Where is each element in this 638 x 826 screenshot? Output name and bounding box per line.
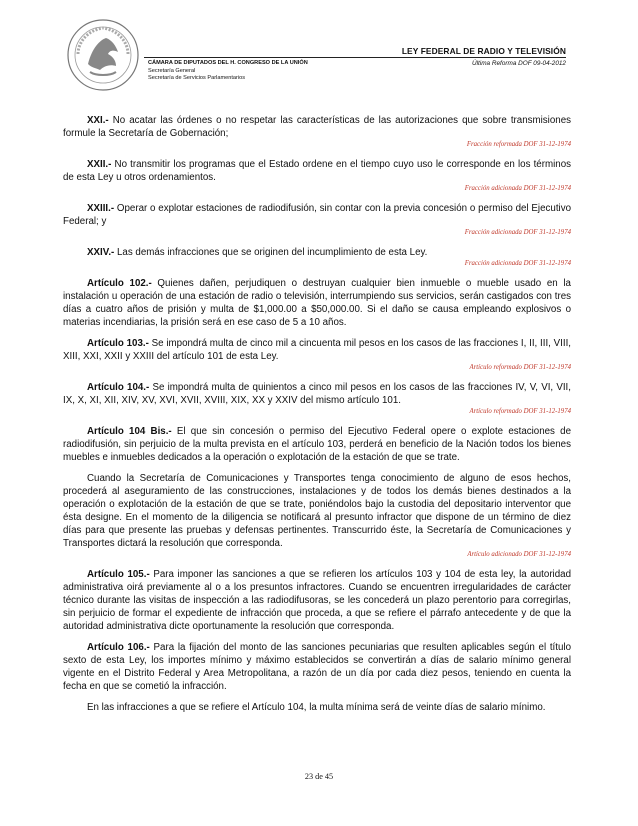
law-title: LEY FEDERAL DE RADIO Y TELEVISIÓN — [401, 46, 566, 56]
paragraph — [63, 114, 571, 140]
reform-note: Fracción adicionada DOF 31-12-1974 — [464, 229, 571, 236]
reform-note: Fracción reformada DOF 31-12-1974 — [466, 141, 571, 148]
paragraph-heading: Artículo 105.- — [87, 569, 150, 580]
paragraph — [63, 277, 571, 329]
paragraph-text: El que sin concesión o permiso del Ejecutivo Federal opere o explote estaciones de radiodifusión, sin perjuicio de la multa prevista en el artículo 103, perderá en beneficio de la Nación todos los bienes muebles e inmuebles dedicados a la operación o explotación de la estación de que se trate. — [63, 426, 571, 463]
paragraph — [63, 701, 571, 714]
paragraph — [63, 641, 571, 693]
header-divider — [144, 57, 566, 58]
paragraph-text: Se impondrá multa de cinco mil a cincuenta mil pesos en los casos de las fracciones I, II, III, VIII, XIII, XXI, XXII y XXIII del artículo 101 de esta Ley. — [63, 338, 571, 362]
paragraph-heading: XXI.- — [87, 115, 109, 126]
paragraph-text: Operar o explotar estaciones de radiodifusión, sin contar con la previa concesión o permiso del Ejecutivo Federal; y — [63, 203, 571, 227]
last-reform-date: Última Reforma DOF 09-04-2012 — [471, 60, 566, 67]
paragraph-text: No acatar las órdenes o no respetar las características de las autorizaciones que sobre transmisiones formule la Secretaría de Gobernación; — [63, 115, 571, 139]
paragraph — [63, 337, 571, 363]
paragraph-text: No transmitir los programas que el Estado ordene en el tiempo cuyo uso le corresponde en los términos de esta Ley u otros ordenamientos. — [63, 159, 571, 183]
paragraph-heading: Artículo 103.- — [87, 338, 149, 349]
paragraph — [63, 381, 571, 407]
reform-note: Artículo adicionado DOF 31-12-1974 — [467, 551, 571, 558]
reform-note: Fracción adicionada DOF 31-12-1974 — [464, 260, 571, 267]
chamber-name: CÁMARA DE DIPUTADOS DEL H. CONGRESO DE LA UNIÓN — [148, 60, 308, 66]
institution-block — [148, 60, 308, 83]
paragraph-text: Para imponer las sanciones a que se refieren los artículos 103 y 104 de esta ley, la autoridad administrativa oirá previamente al o a los presuntos infractores. Cuando se encuentren irregularidades de carácter técnico durante las visitas de inspección a las radiodifusoras, se les concederá un plazo perentorio para corregirlas, sin perjuicio de formar el expediente de infracción que proceda, a que se refiere el párrafo antecedente y de que la autoridad administrativa dicte oportunamente la resolución que corresponda. — [63, 569, 571, 632]
paragraph-heading: Artículo 104 Bis.- — [87, 426, 172, 437]
paragraph-heading: XXIV.- — [87, 247, 115, 258]
reform-note: Artículo reformado DOF 31-12-1974 — [469, 408, 571, 415]
paragraph-text: Se impondrá multa de quinientos a cinco mil pesos en los casos de las fracciones IV, V, VI, VII, IX, X, XI, XII, XIV, XV, XVI, XVII, XVIII, XIX, XX y XXIV del mismo artículo 101. — [63, 382, 571, 406]
paragraph-text: Cuando la Secretaría de Comunicaciones y Transportes tenga conocimiento de alguno de esos hechos, procederá al aseguramiento de las construcciones, instalaciones y de todos los demás bienes destinados a la operación o explotación de la estación de que se trate, poniéndolos bajo la custodia del depositario interventor que ésta designe. En el momento de la diligencia se notificará al presunto infractor que dispone de un término de diez días para que presente las pruebas y defensas pertinentes. Transcurrido éste, la Secretaría de Comunicaciones y Transportes dictará la resolución que corresponda. — [63, 473, 571, 549]
paragraph — [63, 425, 571, 464]
paragraph-heading: Artículo 104.- — [87, 382, 150, 393]
paragraph-heading: XXII.- — [87, 159, 112, 170]
paragraph-text: Quienes dañen, perjudiquen o destruyan cualquier bien inmueble o mueble usado en la instalación u operación de una estación de radio o televisión, interrumpiendo sus servicios, serán castigados con tres días a cuatro años de prisión y multa de $1,000.00 a $50,000.00. Si el daño se causa empleando explosivos o materias incendiarias, la prisión será en ese caso de 5 a 10 años. — [63, 278, 571, 328]
paragraph — [63, 158, 571, 184]
servicios-parlamentarios: Secretaría de Servicios Parlamentarios — [148, 75, 246, 82]
paragraph-text: En las infracciones a que se refiere el Artículo 104, la multa mínima será de veinte días de salario mínimo. — [87, 702, 546, 713]
reform-note: Artículo reformado DOF 31-12-1974 — [469, 364, 571, 371]
document-body — [63, 114, 571, 714]
mexican-coat-of-arms-seal — [66, 18, 140, 92]
paragraph-heading: Artículo 106.- — [87, 642, 150, 653]
paragraph — [63, 472, 571, 550]
paragraph — [63, 246, 571, 259]
secretaria-general: Secretaría General — [148, 67, 196, 74]
paragraph-text: Las demás infracciones que se originen del incumplimiento de esta Ley. — [114, 247, 428, 258]
page-number: 23 de 45 — [304, 772, 334, 781]
paragraph-text: Para la fijación del monto de las sanciones pecuniarias que resulten aplicables según el título sexto de esta Ley, los importes mínimo y máximo establecidos se convertirán a días de salario mínimo general vigente en el Distrito Federal y Area Metropolitana, a razón de un día por cada diez pesos, teniendo en cuenta la fecha en que se cometió la infracción. — [63, 642, 571, 692]
reform-note: Fracción adicionada DOF 31-12-1974 — [464, 185, 571, 192]
paragraph — [63, 202, 571, 228]
paragraph — [63, 568, 571, 633]
paragraph-heading: XXIII.- — [87, 203, 115, 214]
paragraph-heading: Artículo 102.- — [87, 278, 152, 289]
